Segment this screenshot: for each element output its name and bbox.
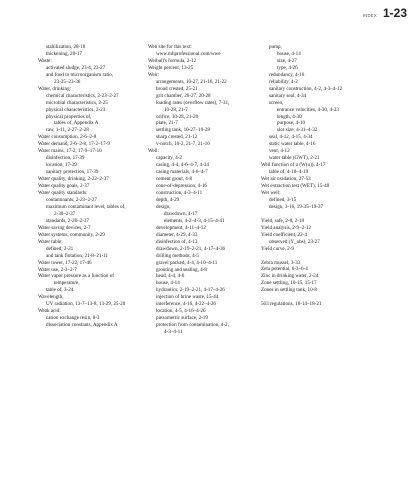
page-header xyxy=(363,6,407,20)
index-entry: Zeta potential, 6-3–6-4 xyxy=(261,266,308,273)
index-subentry: water table (GWT), 2-21 xyxy=(269,155,320,162)
index-subentry: static water table, 4-16 xyxy=(269,141,316,148)
index-entry: Wet air oxidation, 27-53 xyxy=(261,176,311,183)
letter-group-gap xyxy=(261,253,373,260)
index-entry: Water saving devices, 2-7 xyxy=(38,224,91,231)
index-subentry: defined, 2-21 xyxy=(46,245,74,252)
index-entry: Zones in settling tank, 10-8 xyxy=(261,287,317,294)
index-entry: Water tower, 17-22, 17-46 xyxy=(38,259,92,266)
index-entry: Well: xyxy=(148,148,159,155)
letter-group-gap xyxy=(261,211,373,218)
index-subentry: disinfection of, 4-13 xyxy=(156,238,198,245)
index-entry: Water demand, 2-6–2-8, 17-2–17-9 xyxy=(38,141,110,148)
index-entry: Wet well: xyxy=(261,190,281,197)
index-entry: Water quality, drinking, 2-22–2-37 xyxy=(38,176,109,183)
index-entry: Water quality goals, 2-37 xyxy=(38,183,90,190)
index-subentry: sanitary seal, 4-34 xyxy=(269,92,307,99)
index-subentry: house, 4-14 xyxy=(277,50,301,57)
index-entry: Yield analysis, 2-9–2-12 xyxy=(261,224,311,231)
index-entry: Web site for this text: xyxy=(148,44,192,50)
index-subentry: diameter, 4-29, 4-33 xyxy=(156,231,198,238)
index-entry: Waste: xyxy=(38,57,52,64)
index-subentry: plate, 21-7 xyxy=(156,120,178,127)
index-entry: 503 regulations, 18-14–18-21 xyxy=(261,301,322,308)
index-subentry: and food to microorganism ratio, xyxy=(46,71,114,78)
index-subentry: defined, 3-15 xyxy=(269,196,297,203)
index-subentry: reliability, 4-2 xyxy=(269,78,298,85)
index-subentry: injection of brine waste, 15-44 xyxy=(156,294,219,301)
index-subentry: broad crested, 25-21 xyxy=(156,85,198,92)
index-subentry: sanitary construction, 4-2, 4-3–4-12 xyxy=(269,85,343,92)
index-entry: Zebra mussel, 3-33 xyxy=(261,259,301,266)
index-entry: Water consumption, 2-6–2-8 xyxy=(38,134,97,141)
index-subentry: drawdown, 4-17 xyxy=(164,210,198,217)
index-subentry: 23-35–23-36 xyxy=(54,78,81,85)
index-column-3 xyxy=(261,44,373,308)
index-subentry: standards, 2-28–2-37 xyxy=(46,217,90,224)
index-subentry: grouting and sealing, 4-8 xyxy=(156,266,207,273)
index-subentry: development, 4-11–4-12 xyxy=(156,224,206,231)
index-subentry: casing materials, 4-6–4-7 xyxy=(156,169,208,176)
index-entry: Zinc in drinking water, 2-24 xyxy=(261,273,319,280)
index-subentry: arrangements, 10-27, 21-16, 21-22 xyxy=(156,78,227,85)
index-subentry: sanitary protection, 17-39 xyxy=(46,169,99,176)
index-subentry: chemical characteristics, 2-23–2-27 xyxy=(46,92,119,99)
letter-group-gap xyxy=(261,294,373,301)
index-subentry: gravel packed, 4-4, 4-10–4-11 xyxy=(156,259,218,266)
index-subentry: entrance velocities, 4-30, 4-33 xyxy=(277,106,339,113)
index-subentry: slot size, 4-31–4-32 xyxy=(277,127,318,134)
index-subentry: www.mhprofessional.com/wwe xyxy=(156,50,221,57)
index-subentry: settling tank, 10-27–10-28 xyxy=(156,127,210,134)
index-subentry: length, 4-30 xyxy=(277,113,302,120)
index-entry: Water use, 2-3–2-7 xyxy=(38,266,77,273)
index-entry: Water systems, community, 2-29 xyxy=(38,231,105,238)
index-subentry: hydraulics, 2-19–2-21, 4-17–4-26 xyxy=(156,287,225,294)
index-subentry: purpose, 4-10 xyxy=(277,120,306,127)
index-subentry: elements, 4-2–4-3, 4-15–4-41 xyxy=(164,217,225,224)
index-entry: Weir: xyxy=(148,71,160,78)
index-subentry: 2-30–2-37 xyxy=(54,210,76,217)
index-subentry: table of, 4-18–4-19 xyxy=(269,169,309,176)
index-subentry: table of, 3-24 xyxy=(46,287,74,294)
index-subentry: design, 3-16, 19-35–19-37 xyxy=(269,203,324,210)
index-subentry: cone-of-depression, 4-16 xyxy=(156,183,207,190)
index-entry: Zone settling, 10-15, 15-17 xyxy=(261,280,317,287)
index-subentry: capacity, 4-2 xyxy=(156,155,182,162)
index-subentry: activated sludge, 23-4, 23-27 xyxy=(46,64,106,71)
index-subentry: tables of, Appendix A xyxy=(54,120,99,127)
index-entry: Water table: xyxy=(38,238,63,245)
index-subentry: type, 4-26 xyxy=(277,64,298,71)
index-subentry: depth, 4-29 xyxy=(156,196,180,203)
index-subentry: dissociation constants, Appendix A xyxy=(46,322,118,329)
index-subentry: orifice, 10-28, 21-20 xyxy=(156,113,199,120)
index-subentry: head, 4-4, 4-6 xyxy=(156,273,185,280)
index-subentry: physical properties of, xyxy=(46,113,92,120)
index-subentry: location, 17-39 xyxy=(46,162,77,169)
index-entry: Water vapor pressure as a function of xyxy=(38,273,114,280)
section-label: INDEX xyxy=(362,13,377,18)
index-subentry: location, 4-5, 4-16–4-26 xyxy=(156,308,206,315)
index-entry: Wet extraction test (WET), 15-48 xyxy=(261,183,330,190)
index-subentry: loading rates (overflow rates), 7-31, xyxy=(156,99,230,106)
index-entry: Weibull's formula, 2-12 xyxy=(148,57,197,64)
index-subentry: design, xyxy=(156,203,171,210)
index-subentry: protection from contamination, 4-2, xyxy=(156,322,229,329)
index-entry: Water quality standards: xyxy=(38,190,88,197)
index-subentry: observed (Y_obs), 23-27 xyxy=(269,238,320,245)
index-subentry: redundancy, 4-16 xyxy=(269,71,305,78)
index-subentry: size, 4-27 xyxy=(277,57,297,64)
index-entry: Water mains, 17-2, 17-9–17-10 xyxy=(38,148,102,155)
index-entry: Well function of u (W(u)), 4-17 xyxy=(261,162,326,169)
index-column-2 xyxy=(148,44,256,336)
index-entry: Yield, safe, 2-8, 2-18 xyxy=(261,217,305,224)
index-subentry: temperature, xyxy=(54,280,80,287)
index-entry: Yield coefficient, 22-4 xyxy=(261,231,307,238)
page-number: 1-23 xyxy=(382,6,407,20)
index-subentry: 10-28, 21-7 xyxy=(164,106,188,113)
index-subentry: house, 4-14 xyxy=(156,280,180,287)
index-subentry: v-notch, 10-2, 21-7, 21-16 xyxy=(156,141,210,148)
index-subentry: microbial characteristics, 2-25 xyxy=(46,99,108,106)
index-subentry: disinfection, 17-39 xyxy=(46,155,85,162)
index-subentry: sharp crested, 21-12 xyxy=(156,134,198,141)
index-entry: Wavelength, xyxy=(38,294,64,301)
index-entry: Water, drinking: xyxy=(38,85,72,92)
index-subentry: cement grout, 4-8 xyxy=(156,176,193,183)
index-entry: Weak acid: xyxy=(38,308,61,315)
index-subentry: stabilization, 28-18 xyxy=(46,44,86,50)
index-subentry: 4-3–4-11 xyxy=(164,329,183,336)
index-subentry: cation exchange resin, 8-3 xyxy=(46,315,100,322)
index-subentry: grit chamber, 20-27, 20-28 xyxy=(156,92,211,99)
index-subentry: pump, xyxy=(269,44,282,50)
index-subentry: casing, 4-4, 4-6–4-7, 4-34 xyxy=(156,162,209,169)
index-subentry: thickening, 28-17 xyxy=(46,50,82,57)
index-subentry: seal, 4-12, 4-15, 4-34 xyxy=(269,134,313,141)
index-subentry: piezometric surface, 2-19 xyxy=(156,315,208,322)
index-subentry: contaminants, 2-23–2-27 xyxy=(46,196,97,203)
index-subentry: drilling methods, 4-5 xyxy=(156,252,199,259)
index-subentry: construction, 4-3–4-11 xyxy=(156,190,203,197)
index-subentry: raw, 1-11, 2-27–2-28 xyxy=(46,127,89,134)
index-subentry: and tank flotation, 21-8–21-11 xyxy=(46,252,109,259)
index-entry: Weight percent, 13-25 xyxy=(148,64,194,71)
index-subentry: screen, xyxy=(269,99,284,106)
index-subentry: vent, 4-12 xyxy=(269,148,290,155)
index-subentry: interference, 4-16, 4-22–4-26 xyxy=(156,301,216,308)
index-subentry: maximum contaminant level, tables of, xyxy=(46,203,126,210)
index-column-1 xyxy=(38,44,144,329)
index-entry: Yield curve, 2-9 xyxy=(261,245,294,252)
index-subentry: drawdown, 2-19–2-21, 4-17–4-36 xyxy=(156,245,226,252)
index-subentry: physical characteristics, 2-23 xyxy=(46,106,106,113)
index-subentry: UV radiation, 13-7–13-8, 13-29, 25-20 xyxy=(46,301,126,308)
